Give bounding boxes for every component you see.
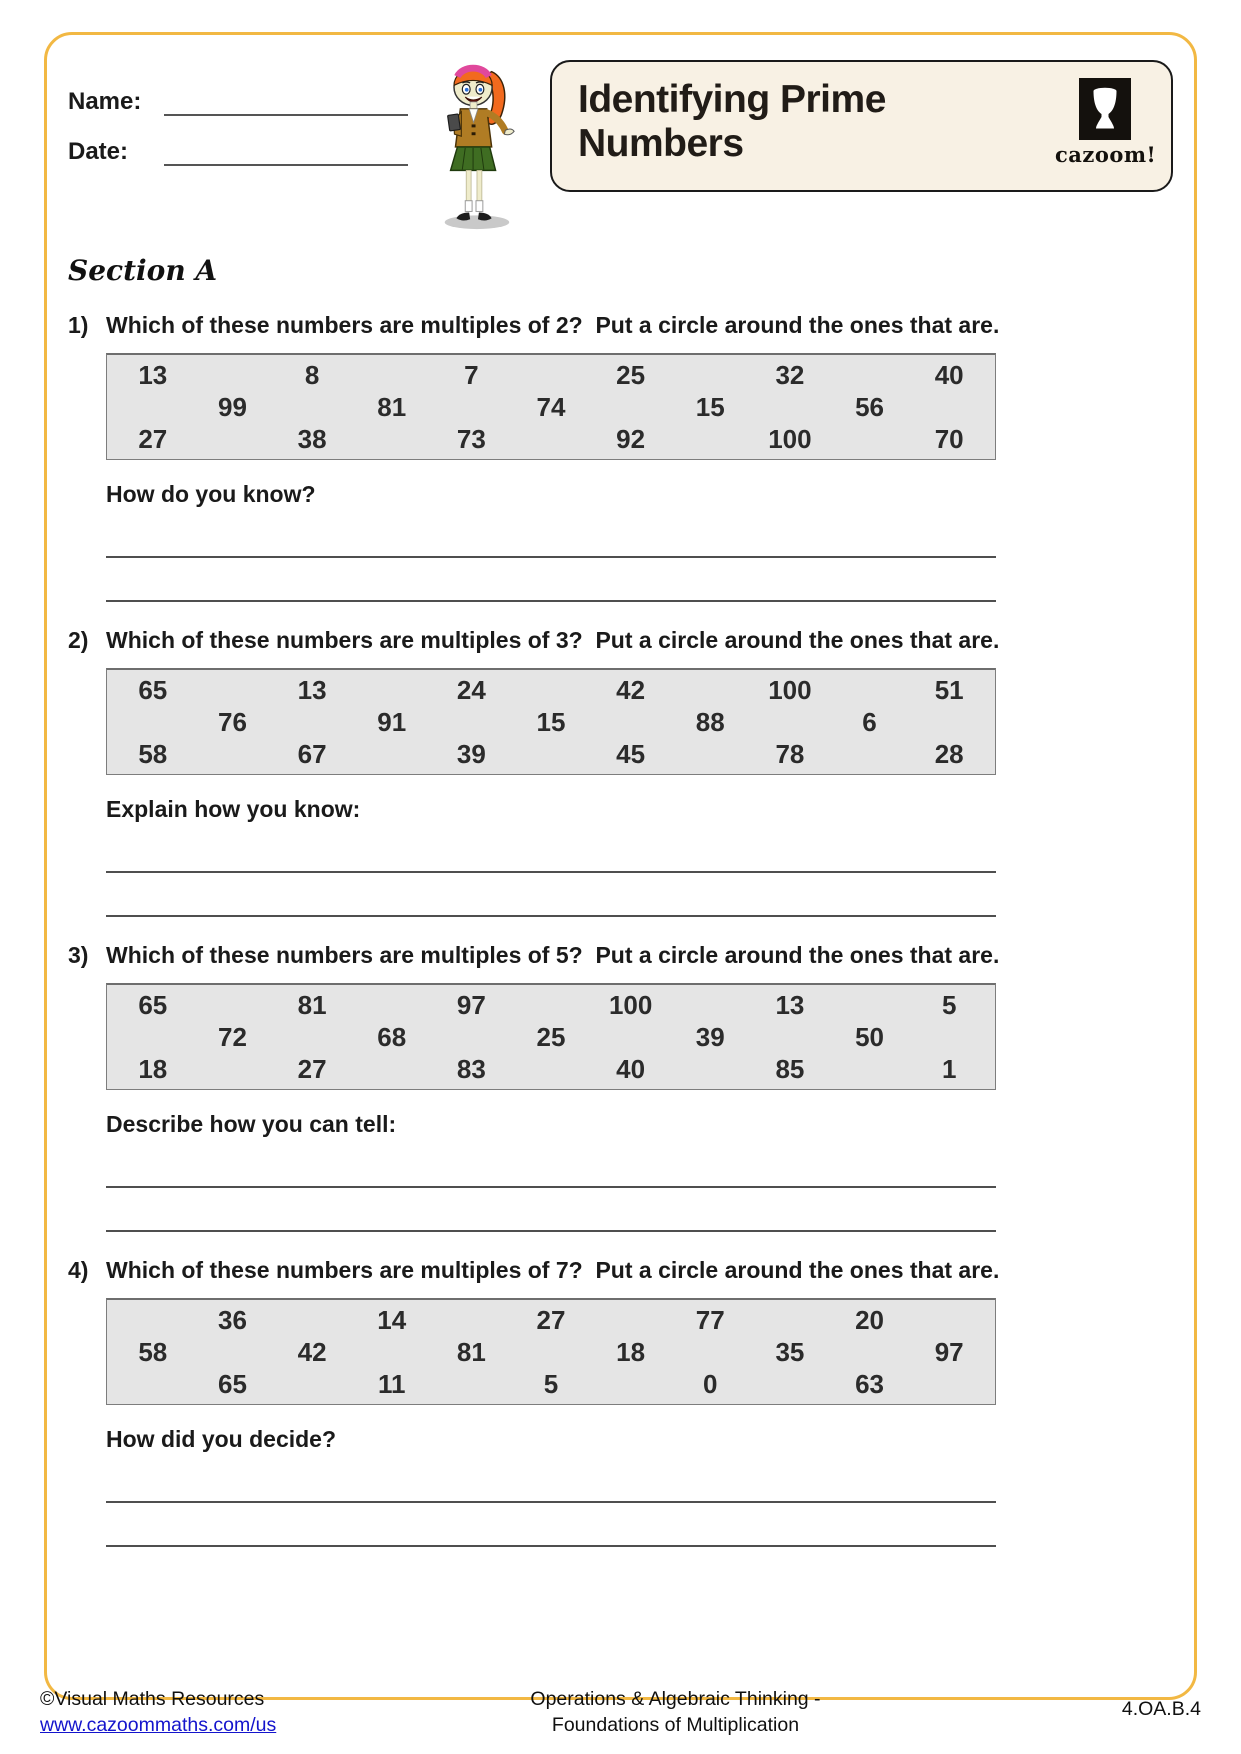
number-cell: 73 [456,423,486,454]
question-number: 3) [68,942,89,968]
section-a-heading: Section A [68,254,218,287]
number-cell: 38 [297,423,327,454]
question-heading [68,1257,1173,1284]
number-cell: 42 [297,1336,327,1367]
number-cell: 81 [456,1336,486,1367]
number-cell: 70 [934,423,964,454]
question-prompt: Describe how you can tell: [106,1111,397,1137]
number-cell: 40 [616,1053,646,1084]
question-number: 1) [68,312,89,338]
number-cell: 76 [217,706,247,737]
number-cell: 27 [138,423,168,454]
number-cell: 20 [855,1304,884,1335]
number-cell: 72 [217,1021,247,1052]
worksheet-content [68,48,1173,1547]
name-label: Name: [68,88,142,115]
title-box [550,60,1173,192]
copyright-text: ©Visual Maths Resources [40,1688,265,1710]
question-text: Which of these numbers are multiples of 2? Put a circle around the ones that are. [106,312,1000,338]
number-cell: 65 [217,1368,247,1399]
answer-line-1[interactable] [106,823,996,873]
number-box[interactable] [106,353,996,460]
name-input-line[interactable] [164,90,408,116]
answer-line-2[interactable] [106,558,996,602]
goblet-icon [1079,78,1131,140]
number-cell: 50 [855,1021,884,1052]
number-cell: 13 [138,359,168,390]
number-cell: 42 [616,674,646,705]
number-cell: 67 [297,738,327,769]
number-cell: 81 [377,391,407,422]
number-cell: 11 [377,1368,406,1399]
number-box[interactable] [106,668,996,775]
number-cell: 7 [464,359,479,390]
question-block [68,1257,1173,1547]
number-cell: 0 [703,1368,718,1399]
number-cell: 14 [377,1304,407,1335]
number-cell: 8 [304,359,320,390]
number-cell: 81 [297,989,327,1020]
number-cell: 18 [616,1336,646,1367]
question-text: Which of these numbers are multiples of 7? Put a circle around the ones that are. [106,1257,1000,1283]
number-cell: 15 [695,391,725,422]
number-cell: 13 [775,989,805,1020]
number-cell: 40 [934,359,964,390]
questions [68,312,1173,1547]
question-heading [68,627,1173,654]
title-line-2: Numbers [578,122,744,166]
number-cell: 92 [616,423,646,454]
number-cell: 15 [536,706,566,737]
number-cell: 68 [377,1021,407,1052]
number-cell: 32 [775,359,805,390]
number-cell: 58 [138,738,168,769]
date-label: Date: [68,138,129,165]
question-prompt: How did you decide? [106,1426,337,1452]
number-cell: 18 [138,1053,168,1084]
question-prompt: Explain how you know: [106,796,361,822]
answer-line-2[interactable] [106,1503,996,1547]
number-cell: 65 [138,989,168,1020]
number-cell: 97 [934,1336,964,1367]
number-cell: 74 [536,391,566,422]
number-cell: 58 [138,1336,168,1367]
number-cell: 85 [775,1053,805,1084]
question-number: 2) [68,627,89,653]
answer-line-1[interactable] [106,1453,996,1503]
number-cell: 91 [377,706,407,737]
number-cell: 88 [695,706,725,737]
name-row [68,88,420,116]
number-cell: 5 [941,989,957,1020]
answer-line-2[interactable] [106,1188,996,1232]
footer-center [310,1686,1041,1739]
standard-strand-line-2: Foundations of Multiplication [551,1714,800,1737]
number-cell: 27 [536,1304,566,1335]
number-cell: 13 [297,674,327,705]
page-footer [40,1686,1201,1739]
answer-line-1[interactable] [106,1138,996,1188]
number-cell: 5 [543,1368,559,1399]
answer-line-2[interactable] [106,873,996,917]
number-box[interactable] [106,983,996,1090]
number-cell: 36 [217,1304,247,1335]
number-cell: 51 [934,674,964,705]
number-cell: 45 [616,738,646,769]
number-cell: 6 [862,706,877,737]
question-prompt: How do you know? [106,481,316,507]
number-cell: 100 [608,989,653,1020]
number-cell: 35 [775,1336,805,1367]
worksheet-header [68,60,1173,232]
number-cell: 100 [768,423,812,454]
logo-wordmark: cazoom! [1055,142,1157,167]
number-cell: 24 [456,674,486,705]
answer-line-1[interactable] [106,508,996,558]
number-cell: 99 [217,391,247,422]
number-cell: 78 [775,738,805,769]
question-block [68,312,1173,602]
question-number: 4) [68,1257,89,1283]
number-cell: 27 [297,1053,327,1084]
number-cell: 97 [456,989,486,1020]
question-text: Which of these numbers are multiples of 5? Put a circle around the ones that are. [106,942,1000,968]
standard-code: 4.OA.B.4 [1121,1698,1201,1720]
number-cell: 100 [768,674,812,705]
title-line-1: Identifying Prime [578,78,886,121]
question-heading [68,942,1173,969]
question-heading [68,312,1173,339]
number-cell: 63 [855,1368,884,1399]
number-box[interactable] [106,1298,996,1405]
name-date-block [68,60,420,188]
question-text: Which of these numbers are multiples of 3? Put a circle around the ones that are. [106,627,1000,653]
number-cell: 39 [456,738,486,769]
number-cell: 56 [855,391,884,422]
number-cell: 25 [616,359,646,390]
date-row [68,138,420,166]
number-cell: 83 [456,1053,486,1084]
number-cell: 39 [695,1021,725,1052]
number-cell: 1 [941,1053,957,1084]
website-link[interactable]: www.cazoommaths.com/us [40,1714,277,1737]
worksheet-title [578,78,1041,167]
question-block [68,942,1173,1232]
question-block [68,627,1173,917]
number-cell: 65 [138,674,168,705]
date-input-line[interactable] [164,140,408,166]
cazoom-logo [1055,78,1155,167]
number-cell: 25 [536,1021,566,1052]
girl-illustration [422,56,530,232]
number-cell: 77 [695,1304,725,1335]
number-cell: 28 [934,738,964,769]
standard-strand-line-1: Operations & Algebraic Thinking - [530,1688,821,1710]
